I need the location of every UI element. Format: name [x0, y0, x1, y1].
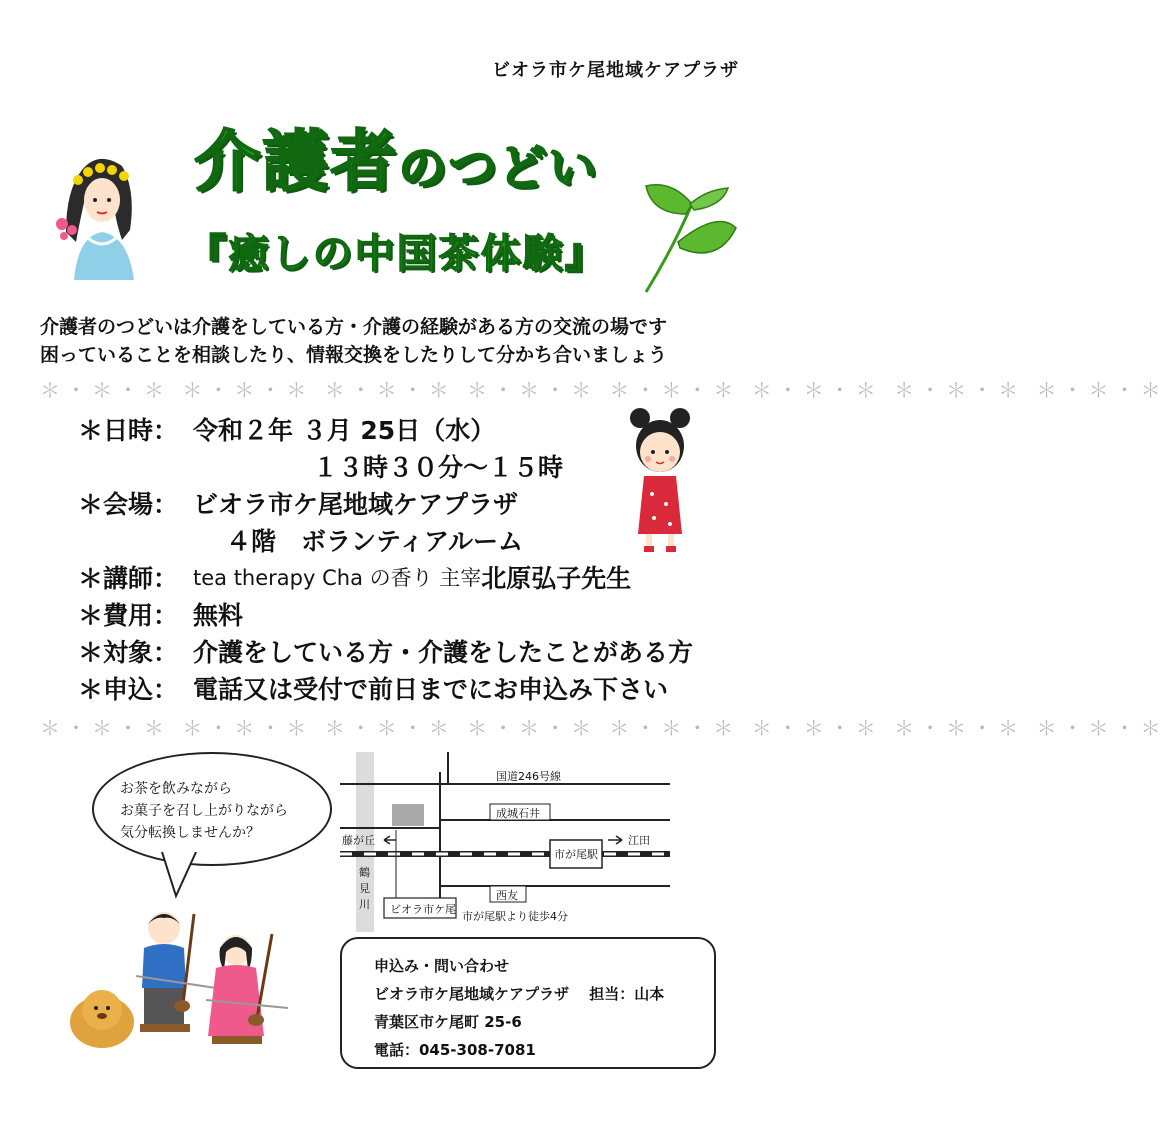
- map-fujigaoka: 藤が丘: [342, 834, 375, 847]
- map-ichigao-station: 市が尾駅: [554, 848, 598, 861]
- access-map: [340, 752, 680, 932]
- detail-apply-row: [78, 669, 738, 706]
- contact-phone: 電話：045-308-7081: [374, 1041, 536, 1059]
- event-title-suffix: のつどい: [398, 140, 599, 196]
- event-details: [78, 410, 738, 706]
- intro-line-2: 困っていることを相談したり、情報交換をしたりして分かち合いましょう: [40, 344, 668, 366]
- fee-value: 無料: [193, 600, 244, 630]
- map-seijo-ishii: 成城石井: [496, 807, 540, 820]
- speech-bubble-text: [120, 778, 288, 844]
- speech-bubble-tail: [160, 852, 200, 898]
- dog: [70, 990, 134, 1048]
- contact-organization: ビオラ市ケ尾地域ケアプラザ 担当：山本: [374, 985, 665, 1003]
- detail-target-row: [78, 632, 738, 669]
- bubble-line-3: 気分転換しませんか？: [120, 825, 260, 841]
- fee-label: ＊費用：: [78, 600, 179, 630]
- event-title-main: 介護者: [194, 123, 399, 200]
- room-value: ４階 ボランティアルーム: [226, 526, 524, 556]
- contact-heading: 申込み・問い合わせ: [374, 957, 510, 975]
- map-walk-note: 市が尾駅より徒歩4分: [462, 910, 568, 923]
- detail-time-row: [78, 447, 738, 484]
- map-river-1: 鶴: [359, 866, 370, 879]
- organizer-name: ビオラ市ケ尾地域ケアプラザ: [492, 60, 739, 81]
- event-subtitle: 『癒しの中国茶体験』: [186, 231, 607, 277]
- date-value: 令和２年 ３月 25日（水）: [193, 415, 496, 445]
- time-value: １３時３０分～１５時: [313, 452, 564, 482]
- map-river-2: 見: [359, 882, 370, 895]
- contact-info: [374, 952, 664, 1064]
- apply-value: 電話又は受付で前日までにお申込み下さい: [193, 674, 669, 704]
- map-viola: ビオラ市ケ尾: [390, 903, 456, 916]
- map-eda: 江田: [628, 834, 650, 847]
- star-divider-top: ＊・＊・＊ ＊・＊・＊ ＊・＊・＊ ＊・＊・＊ ＊・＊・＊ ＊・＊・＊ ＊・＊・＊ ＊・＊・＊: [40, 378, 1167, 402]
- contact-address: 青葉区市ケ尾町 25-6: [374, 1013, 522, 1031]
- date-label: ＊日時：: [78, 415, 179, 445]
- bubble-line-1: お茶を飲みながら: [120, 781, 232, 797]
- intro-line-1: 介護者のつどいは介護をしている方・介護の経験がある方の交流の場です: [40, 316, 668, 338]
- venue-label: ＊会場：: [78, 489, 179, 519]
- man-player: [136, 912, 216, 1032]
- target-value: 介護をしている方・介護をしたことがある方: [193, 637, 694, 667]
- erhu-players-and-dog-illustration: [66, 904, 292, 1064]
- target-label: ＊対象：: [78, 637, 179, 667]
- intro-text: [40, 313, 760, 369]
- detail-room-row: [78, 521, 738, 558]
- detail-venue-row: [78, 484, 738, 521]
- star-divider-bottom: ＊・＊・＊ ＊・＊・＊ ＊・＊・＊ ＊・＊・＊ ＊・＊・＊ ＊・＊・＊ ＊・＊・＊ ＊・＊・＊: [40, 716, 1167, 740]
- map-seiyu: 西友: [496, 889, 518, 902]
- lecturer-label: ＊講師：: [78, 563, 179, 593]
- lecturer-name: 北原弘子先生: [481, 563, 632, 593]
- lecturer-org: tea therapy Cha の香り 主宰: [193, 565, 482, 590]
- map-river-3: 川: [359, 898, 370, 911]
- bubble-line-2: お菓子を召し上がりながら: [120, 803, 288, 819]
- detail-date-row: [78, 410, 738, 447]
- apply-label: ＊申込：: [78, 674, 179, 704]
- event-title: [0, 108, 793, 203]
- detail-fee-row: [78, 595, 738, 632]
- venue-value: ビオラ市ケ尾地域ケアプラザ: [193, 489, 519, 519]
- detail-lecturer-row: [78, 558, 738, 595]
- map-route-246: 国道246号線: [496, 770, 561, 783]
- woman-player: [206, 934, 288, 1044]
